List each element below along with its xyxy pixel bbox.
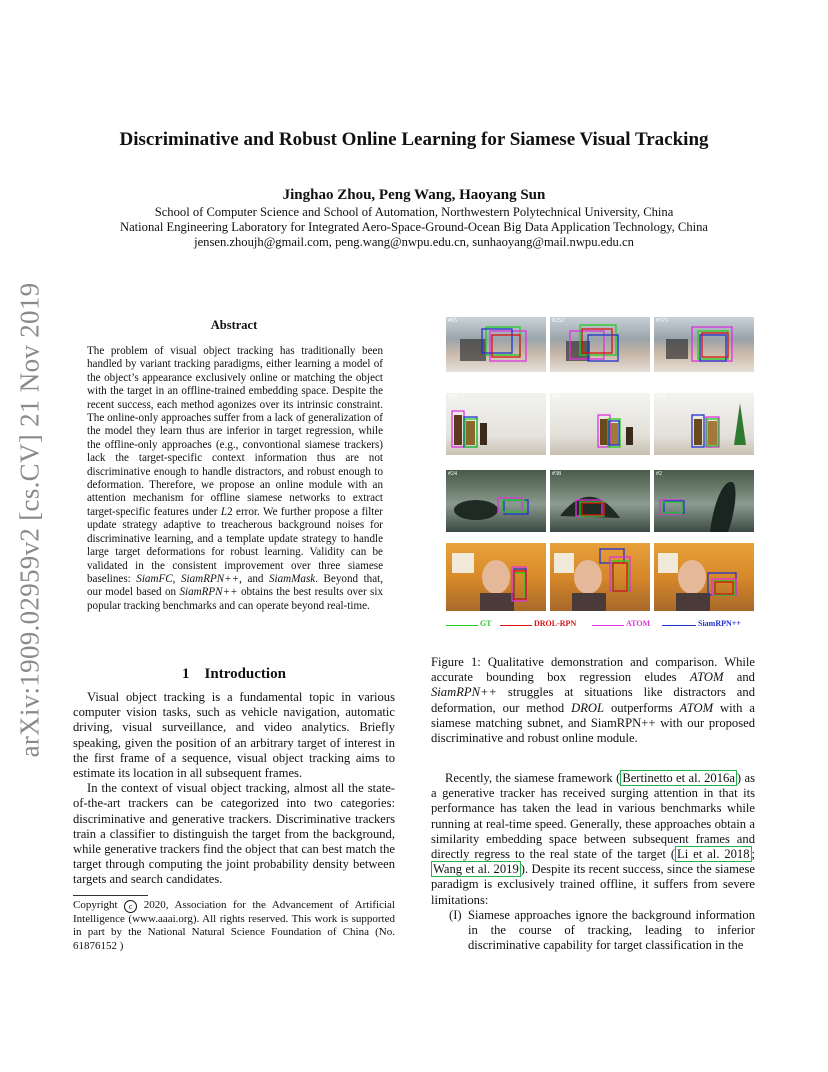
caption-siamrpn: SiamRPN++ <box>431 685 497 700</box>
legend-line-siamrpn <box>662 625 696 626</box>
method-siammask: SiamMask <box>269 572 316 585</box>
right-text-c: ; <box>751 847 756 862</box>
frame-number: #65 <box>448 318 457 324</box>
frame-number: #575 <box>656 318 668 324</box>
math-l2: L <box>220 505 228 518</box>
tracking-boxes <box>550 543 650 611</box>
affiliation-2: National Engineering Laboratory for Integrated Aero-Space-Ground-Ocean Big Data Application Technology, China <box>119 220 709 234</box>
method-siamrpn: SiamRPN++ <box>181 572 240 585</box>
abstract-text-c: , <box>172 572 181 585</box>
tracking-boxes <box>654 543 754 611</box>
author-emails: jensen.zhoujh@gmail.com, peng.wang@nwpu.edu.cn, sunhaoyang@mail.nwpu.edu.cn <box>194 235 634 249</box>
figure-legend <box>446 619 754 633</box>
frame-number: #33 <box>448 394 457 400</box>
legend-line-drol <box>500 625 532 626</box>
tracking-boxes <box>446 470 546 532</box>
tracking-boxes <box>550 470 650 532</box>
intro-paragraph-1: Visual object tracking is a fundamental topic in various computer vision tasks, such as vehicle navigation, automatic driving, visual surveillance, and video analytics. Briefly speaking, given the position of an arbitrary target of interest in the first frame of a sequence, visual object tracking aims to estimate its location in all subsequent frames. <box>73 690 395 781</box>
abstract-heading: Abstract <box>210 318 258 332</box>
caption-a: Figure 1: Qualitative demonstration and comparison. While accurate bounding box regression eludes <box>431 655 755 685</box>
tracking-boxes <box>446 317 546 372</box>
caption-d: outperforms <box>604 700 680 715</box>
section-number: 1 <box>182 666 190 682</box>
legend-label-siamrpn: SiamRPN++ <box>698 619 741 628</box>
abstract-text-e: . Beyond that, our model based on <box>87 572 383 599</box>
intro-body <box>73 690 395 888</box>
frame-panel <box>550 393 650 455</box>
list-item-1-label: (I) <box>449 908 462 922</box>
footnote-text-b: 2020, Association for the Advancement of Artificial Intelligence (www.aaai.org). All rights reserved. This work is supported in part by the National Natural Science Foundation of China (No. 61876152 ) <box>73 899 395 952</box>
tracking-boxes <box>446 543 546 611</box>
right-text-b: ) as a generative tracker has received surging attention in that its performance has taken the lead in various benchmarks while running at real-time speed. Generally, these approaches obtain a similarity embedding space between subsequent frames and directly regress to the real state of the target ( <box>431 771 755 862</box>
tracking-boxes <box>654 470 754 532</box>
paper-authors: Jinghao Zhou, Peng Wang, Haoyang Sun <box>282 187 546 203</box>
abstract-text-b: error. We further propose a filter update strategy adaptive to treacherous background noises for discriminative learning, and a template update strategy to handle large target deformations for robust learning. Validity can be validated in the consistent improvement over three siamese baselines: <box>87 505 384 585</box>
right-column-body <box>431 771 755 908</box>
abstract-text-f: obtains the best results over six popular tracking benchmarks and can operate beyond real-time. <box>87 586 383 612</box>
figure-1 <box>446 317 754 614</box>
copyright-footnote <box>73 899 395 953</box>
frame-number: #52 <box>552 394 561 400</box>
right-text-d: ). Despite its recent success, since the siamese paradigm is exclusively trained offline, it suffers from severe limitations: <box>431 862 755 907</box>
caption-drol: DROL <box>571 700 605 715</box>
frame-panel <box>446 543 546 611</box>
paper-title: Discriminative and Robust Online Learning for Siamese Visual Tracking <box>119 129 709 150</box>
frame-panel <box>654 543 754 611</box>
figure-caption <box>431 655 755 746</box>
list-item-1-text: Siamese approaches ignore the background information in the course of tracking, leading to inferior discriminative capability for target classification in the <box>468 908 755 953</box>
method-siamfc: SiamFC <box>136 572 173 585</box>
legend-label-atom: ATOM <box>626 619 651 628</box>
abstract-text-a: The problem of visual object tracking has traditionally been handled by variant tracking paradigms, either learning a model of the object’s appearance exclusively online or matching the object with the target in an offline-trained embedding space. Despite the recent success, each method agonizes over its intrinsic constraint. The online-only approaches suffer from a lack of generalization of the model they learn thus are inferior in target regression, while the offline-only approaches (e.g., convontional siamese trackers) lack the target-specific context information thus are not discriminative enough to handle distractors, and robust enough to deformation. Therefore, we propose an online module with an attention mechanism for offline siamese networks to extract target-specific features under <box>87 345 383 518</box>
frame-panel <box>446 470 546 532</box>
legend-line-atom <box>592 625 624 626</box>
citation-wang[interactable]: Wang et al. 2019 <box>433 862 519 877</box>
method-siamrpn-2: SiamRPN++ <box>179 586 238 599</box>
abstract-text-d: , and <box>239 572 269 585</box>
citation-li[interactable]: Li et al. 2018 <box>677 847 750 862</box>
legend-label-drol: DROL-RPN <box>534 619 577 628</box>
legend-label-gt: GT <box>480 619 492 628</box>
frame-number: #2 <box>656 471 662 477</box>
tracking-boxes <box>654 393 754 455</box>
caption-atom: ATOM <box>689 670 724 685</box>
copyright-symbol: c <box>124 900 137 913</box>
arxiv-stamp-text: arXiv:1909.02959v2 [cs.CV] 21 Nov 2019 <box>14 282 45 758</box>
citation-bertinetto[interactable]: Bertinetto et al. 2016a <box>622 771 735 785</box>
footnote-text-a: Copyright <box>73 899 125 911</box>
affiliation-1: School of Computer Science and School of Automation, Northwestern Polytechnical University, China <box>154 205 674 219</box>
tracking-boxes <box>446 393 546 455</box>
frame-panel <box>654 470 754 532</box>
intro-paragraph-2: In the context of visual object tracking, almost all the state-of-the-art trackers can be categorized into two categories: discriminative and generative trackers. Discriminative trackers train a classifier to distinguish the target from the background, while generative trackers find the object that can best match the target through computing the joint probability density between targets and search candidates. <box>73 781 395 887</box>
caption-atom-2: ATOM <box>679 700 714 715</box>
frame-number: #24 <box>448 471 457 477</box>
arxiv-stamp <box>10 280 50 760</box>
legend-line-gt <box>446 625 478 626</box>
right-text-a: Recently, the siamese framework ( <box>445 771 621 785</box>
frame-panel <box>446 317 546 372</box>
tracking-boxes <box>654 317 754 372</box>
frame-number: #38 <box>552 471 561 477</box>
tracking-boxes <box>550 393 650 455</box>
section-title: Introduction <box>204 666 286 682</box>
right-paragraph <box>431 771 755 908</box>
caption-c: struggles at situations like distractors and deformation, our method <box>431 685 755 715</box>
caption-b: and <box>723 670 755 685</box>
frame-panel <box>446 393 546 455</box>
math-l2-sub: 2 <box>227 505 233 518</box>
frame-panel <box>550 470 650 532</box>
frame-number: #252 <box>552 318 564 324</box>
footnote-rule <box>73 895 148 896</box>
frame-panel <box>654 317 754 372</box>
tracking-boxes <box>550 317 650 372</box>
frame-number: #98 <box>656 394 665 400</box>
abstract-body <box>87 345 383 613</box>
caption-e: with a siamese matching subnet, and SiamRPN++ with our proposed discriminative and robust online module. <box>431 700 755 746</box>
frame-panel <box>550 317 650 372</box>
frame-panel <box>654 393 754 455</box>
frame-panel <box>550 543 650 611</box>
section-heading-introduction <box>73 666 395 683</box>
